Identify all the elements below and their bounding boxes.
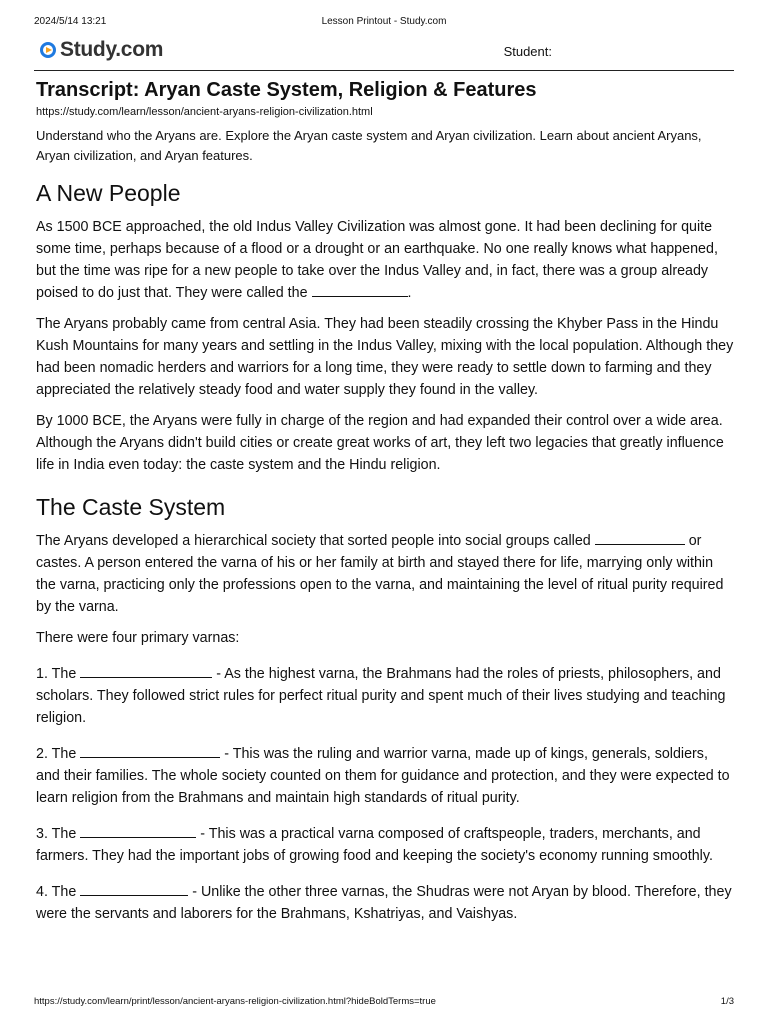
logo-row: [40, 38, 734, 68]
logo-text: Study.com: [60, 38, 164, 61]
item-prefix: 3. The: [36, 826, 77, 842]
fill-in-blank[interactable]: [80, 663, 212, 678]
list-item: [36, 881, 734, 925]
print-header: [34, 16, 734, 30]
lesson-content: [36, 76, 734, 939]
print-footer: [34, 996, 734, 1010]
fill-in-blank[interactable]: [312, 282, 408, 297]
print-timestamp: 2024/5/14 13:21: [34, 16, 107, 27]
paragraph-text: .: [407, 285, 412, 301]
page-title: Transcript: Aryan Caste System, Religion & Features: [36, 79, 537, 101]
fill-in-blank[interactable]: [595, 530, 685, 545]
fill-in-blank[interactable]: [80, 881, 188, 896]
paragraph-text: The Aryans developed a hierarchical society that sorted people into social groups called: [36, 533, 591, 549]
header-divider: [34, 70, 734, 71]
item-prefix: 4. The: [36, 884, 77, 900]
item-text: - This was the ruling and warrior varna, made up of kings, generals, soldiers, and their families. The whole society counted on them for guidance and protection, and they were expected to learn religion from the Brahmans and maintain high standards of ritual purity.: [36, 746, 730, 806]
item-prefix: 2. The: [36, 746, 77, 762]
fill-in-blank[interactable]: [80, 743, 220, 758]
footer-url: https://study.com/learn/print/lesson/ancient-aryans-religion-civilization.html?hideBoldTerms=true: [34, 996, 436, 1007]
item-text: - As the highest varna, the Brahmans had the roles of priests, philosophers, and scholars. They followed strict rules for perfect ritual purity and spent much of their lives studying and teaching religion.: [36, 666, 726, 726]
fill-in-blank[interactable]: [80, 823, 196, 838]
section-heading-new-people: A New People: [36, 180, 181, 206]
item-prefix: 1. The: [36, 666, 77, 682]
page-number: 1/3: [720, 996, 734, 1007]
paragraph: There were four primary varnas:: [36, 630, 240, 646]
play-circle-icon: [40, 42, 56, 58]
paragraph-text: or castes. A person entered the varna of his or her family at birth and stayed there for life, marrying only within the varna, practicing only the professions open to the varna, and maintaining the level of ritual purity required by the varna.: [36, 533, 724, 615]
paragraph: [36, 216, 734, 304]
paragraph: [36, 530, 734, 618]
item-text: - This was a practical varna composed of craftspeople, traders, merchants, and farmers. They had the important jobs of growing food and keeping the society's economy running smoothly.: [36, 826, 713, 864]
paragraph-text: As 1500 BCE approached, the old Indus Valley Civilization was almost gone. It had been declining for quite some time, perhaps because of a flood or a drought or an earthquake. No one really knows what happened, but the time was ripe for a new people to take over the Indus Valley and, in fact, there was a group already poised to do just that. They were called the: [36, 219, 718, 301]
item-text: - Unlike the other three varnas, the Shudras were not Aryan by blood. Therefore, they were the servants and laborers for the Brahmans, Kshatriyas, and Vaishyas.: [36, 884, 732, 922]
print-page-title: Lesson Printout - Study.com: [321, 16, 447, 27]
paragraph: By 1000 BCE, the Aryans were fully in charge of the region and had expanded their control over a wide area. Although the Aryans didn't build cities or create great works of art, they left two legacies that greatly influence life in India even today: the caste system and the Hindu religion.: [36, 413, 724, 473]
list-item: [36, 743, 734, 809]
list-item: [36, 823, 734, 867]
paragraph: The Aryans probably came from central Asia. They had been steadily crossing the Khyber Pass in the Hindu Kush Mountains for many years and settling in the Indus Valley, mixing with the local population. Although they had been nomadic herders and warriors for a long time, they were ready to settle down to farming and they appreciated the relatively steady food and water supply they found in the valley.: [36, 316, 734, 398]
intro-paragraph: Understand who the Aryans are. Explore the Aryan caste system and Aryan civilization. Learn about ancient Aryans, Aryan civilization, and Aryan features.: [36, 128, 702, 163]
lesson-url[interactable]: https://study.com/learn/lesson/ancient-aryans-religion-civilization.html: [36, 106, 373, 118]
list-item: [36, 663, 734, 729]
section-heading-caste-system: The Caste System: [36, 494, 226, 520]
study-logo[interactable]: [40, 38, 163, 62]
student-label: Student:: [503, 44, 552, 59]
